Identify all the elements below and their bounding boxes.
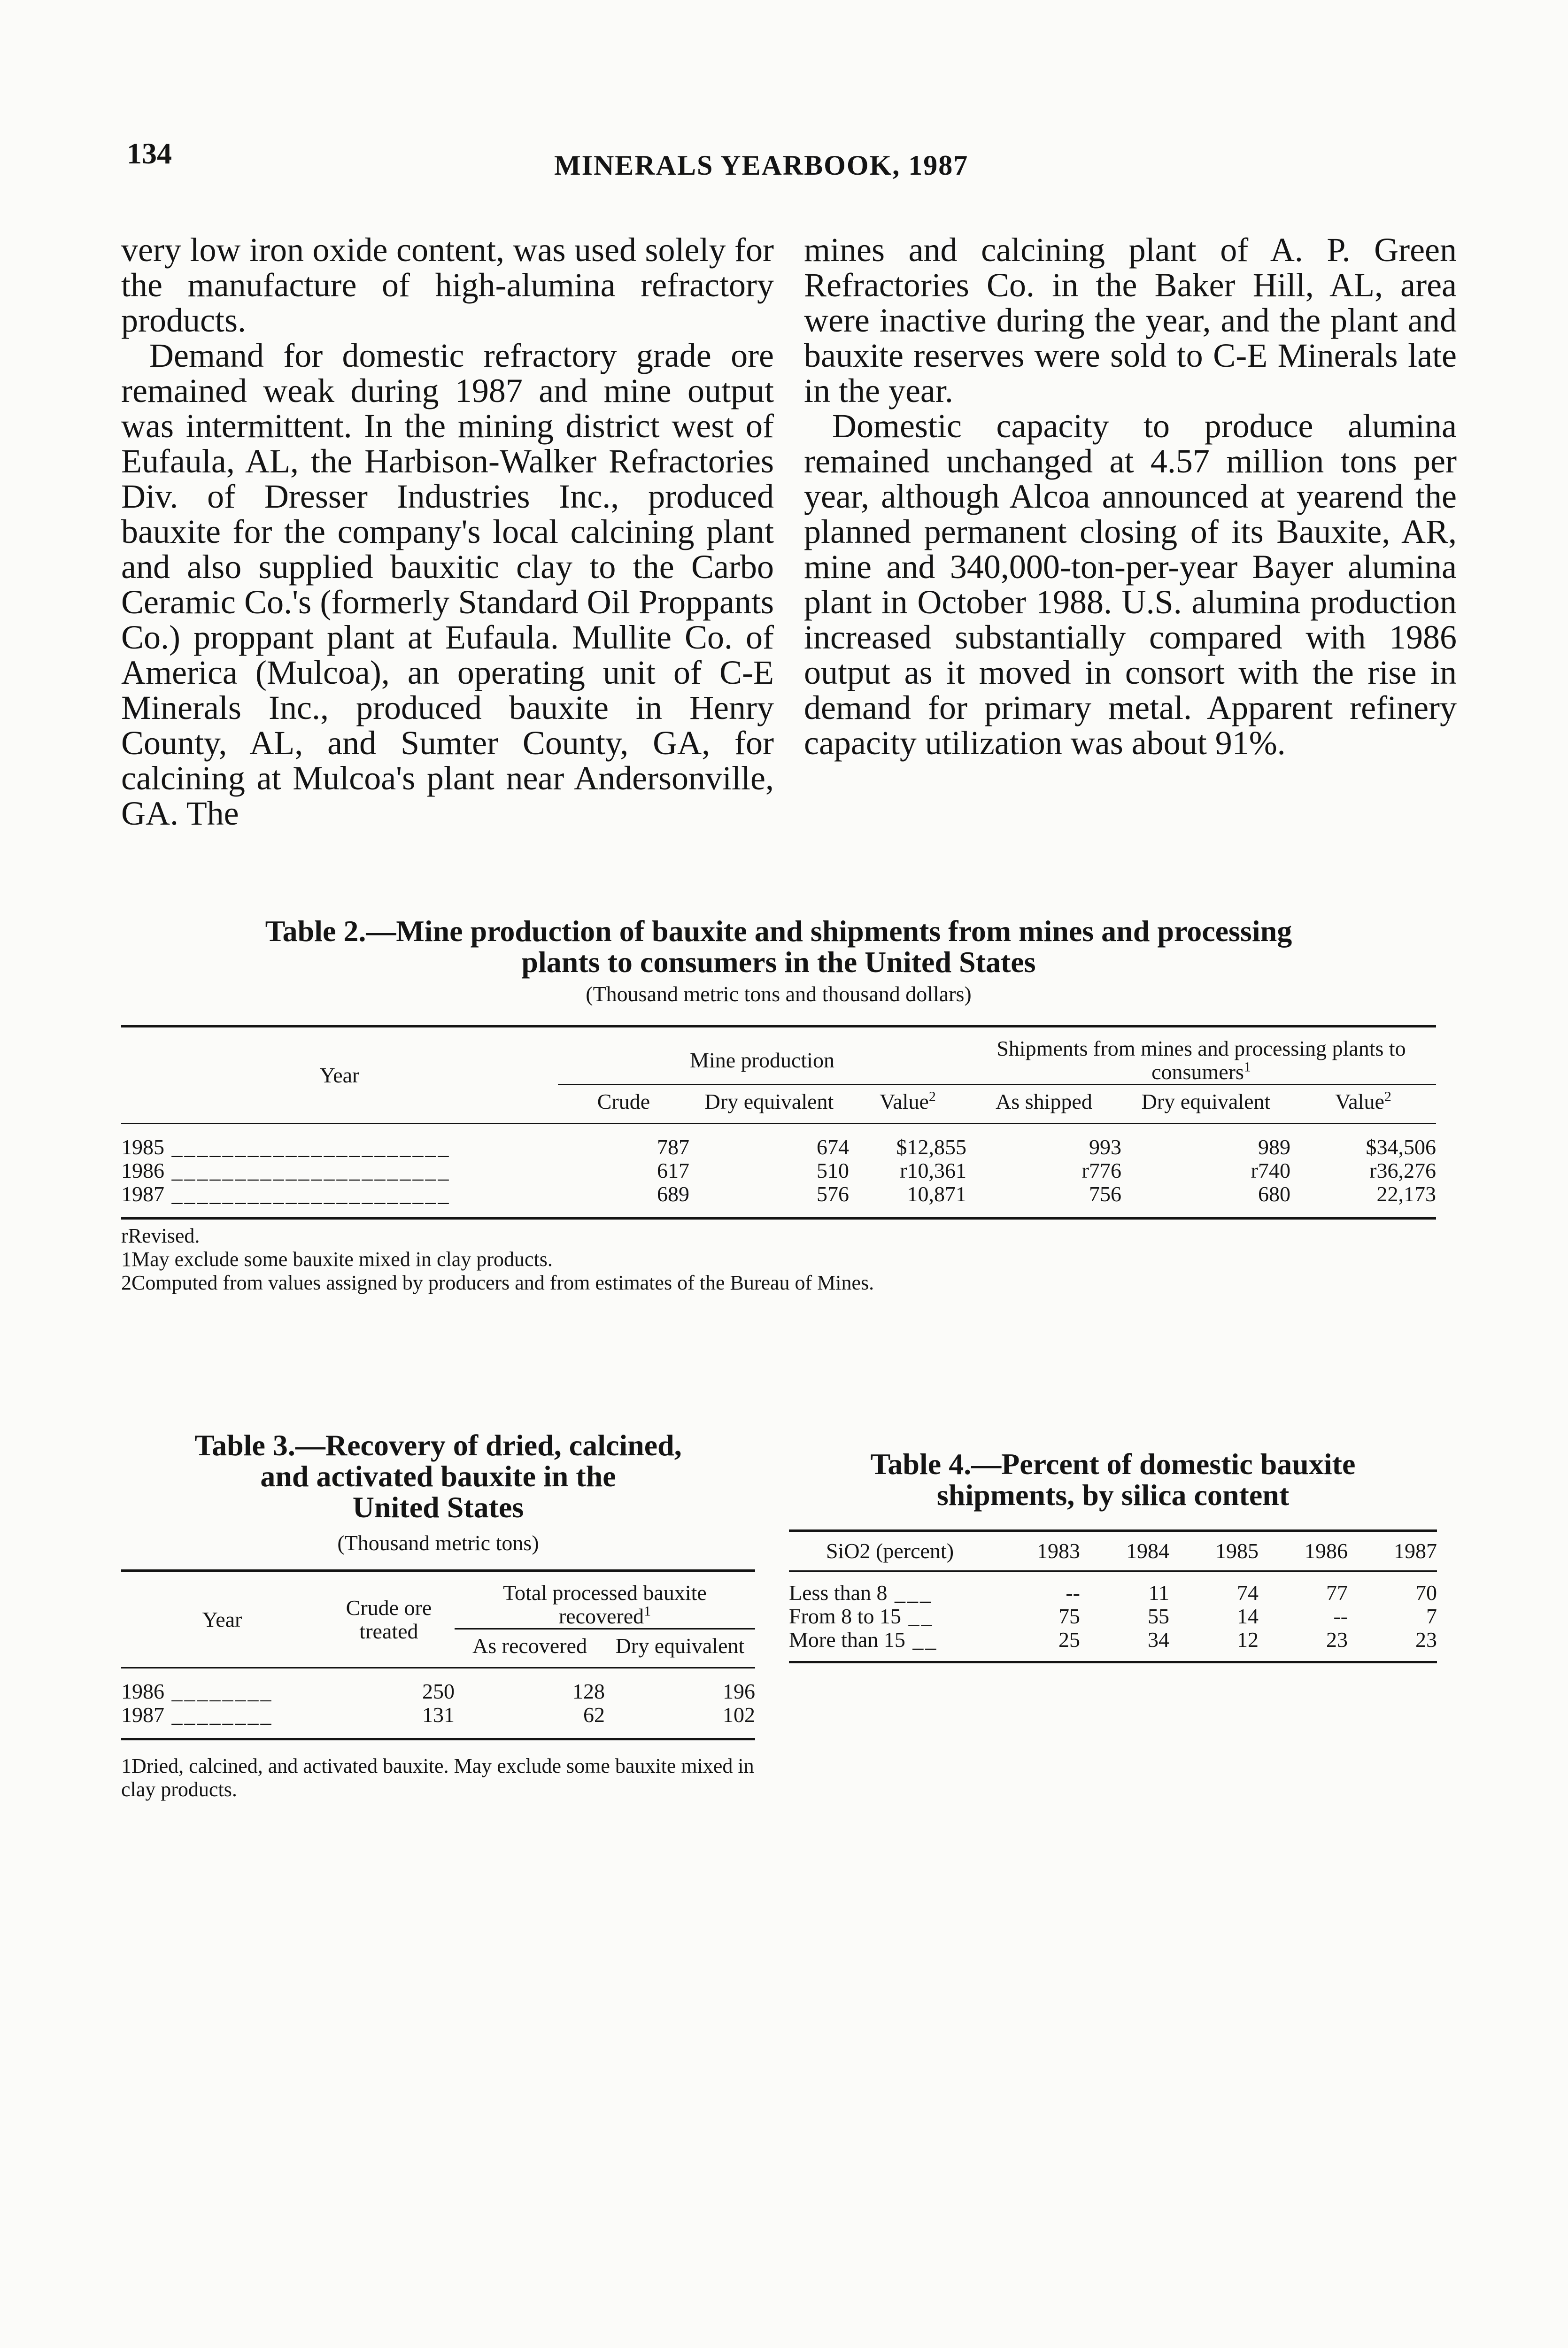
table-2 (121, 916, 1436, 1295)
col-mine-production: Mine production (690, 1048, 834, 1072)
col-year: Year (319, 1063, 360, 1087)
table-3-grid (121, 1569, 755, 1740)
table-4-grid (789, 1529, 1437, 1663)
table-row: From 8 to 15 __ 75 55 14 -- 7 (789, 1604, 1437, 1628)
col-ship-dry-equivalent: Dry equivalent (1121, 1085, 1290, 1124)
col-crude-ore-treated: Crude ore treated (346, 1595, 432, 1643)
table-2-footnotes: rRevised. 1May exclude some bauxite mixed in clay products. 2Computed from values assigned by producers and from estimates of the Bureau of Mines. (121, 1224, 874, 1294)
table-3-subtitle: (Thousand metric tons) (337, 1531, 539, 1555)
table-row: 1985 ______________________ 787 674 $12,855 993 989 $34,506 (121, 1124, 1436, 1159)
paragraph: Domestic capacity to produce alumina remained unchanged at 4.57 million tons per year, although Alcoa announced at yearend the planned permanent closing of its Bauxite, AR, mine and 340,000-ton-per-year Bayer alumina plant in October 1988. U.S. alumina production increased substantially compared with 1986 output as it moved in consort with the rise in demand for primary metal. Apparent refinery capacity utilization was about 91%. (804, 407, 1457, 762)
table-row: 1987 ______________________ 689 576 10,871 756 680 22,173 (121, 1182, 1436, 1206)
col-dry-equivalent: Dry equivalent (605, 1629, 755, 1668)
col-shipments: Shipments from mines and processing plants to consumers$^1$ (996, 1036, 1406, 1084)
col-1984: 1984 (1126, 1539, 1169, 1563)
col-as-recovered: As recovered (455, 1629, 605, 1668)
col-silica: SiO2 (percent) (826, 1539, 954, 1563)
table-row: 1986 ________ 250 128 196 (121, 1668, 755, 1704)
table-2-title: Table 2.—Mine production of bauxite and shipments from mines and processing plants to consumers in the United States (265, 914, 1292, 979)
paragraph: mines and calcining plant of A. P. Green Refractories Co. in the Baker Hill, AL, area were inactive during the year, and the plant and bauxite reserves were sold to C-E Minerals late in the year. (804, 231, 1457, 409)
table-row: 1986 ______________________ 617 510 r10,361 r776 r740 r36,276 (121, 1159, 1436, 1182)
text-column-right (804, 232, 1457, 761)
col-year: Year (202, 1607, 242, 1631)
paragraph: Demand for domestic refractory grade ore remained weak during 1987 and mine output was intermittent. In the mining district west of Eufaula, AL, the Harbison-Walker Refractories Div. of Dresser Industries Inc., produced bauxite for the company's local calcining plant and also supplied bauxitic clay to the Carbo Ceramic Co.'s (formerly Standard Oil Proppants Co.) proppant plant at Eufaula. Mullite Co. of America (Mulcoa), an operating unit of C-E Minerals Inc., produced bauxite in Henry County, AL, and Sumter County, GA, for calcining at Mulcoa's plant near Andersonville, GA. The (121, 337, 774, 832)
table-row: Less than 8 ___ -- 11 74 77 70 (789, 1571, 1437, 1605)
table-3-footnote: 1Dried, calcined, and activated bauxite. May exclude some bauxite mixed in clay products. (121, 1754, 754, 1801)
col-total-processed: Total processed bauxite recovered$^1$ (503, 1581, 707, 1628)
table-row: More than 15 __ 25 34 12 23 23 (789, 1628, 1437, 1652)
running-title: MINERALS YEARBOOK, 1987 (554, 150, 969, 181)
table-4-title: Table 4.—Percent of domestic bauxite shipments, by silica content (870, 1447, 1356, 1512)
table-2-grid (121, 1025, 1436, 1220)
table-3-title: Table 3.—Recovery of dried, calcined, and activated bauxite in the United States (194, 1429, 682, 1524)
col-as-shipped: As shipped (966, 1085, 1121, 1124)
col-1987: 1987 (1394, 1539, 1437, 1563)
table-row: 1987 ________ 131 62 102 (121, 1703, 755, 1727)
col-crude: Crude (558, 1085, 689, 1124)
col-1985: 1985 (1215, 1539, 1259, 1563)
col-1983: 1983 (1037, 1539, 1080, 1563)
col-1986: 1986 (1305, 1539, 1348, 1563)
page-number: 134 (127, 137, 172, 170)
col-value: Value$^2$ (849, 1085, 966, 1124)
table-2-subtitle: (Thousand metric tons and thousand dollars) (586, 982, 972, 1006)
col-ship-value: Value$^2$ (1290, 1085, 1436, 1124)
table-4 (789, 1449, 1437, 1663)
col-dry-equivalent: Dry equivalent (689, 1085, 849, 1124)
text-column-left (121, 232, 774, 831)
paragraph: very low iron oxide content, was used solely for the manufacture of high-alumina refractory products. (121, 231, 774, 339)
table-3 (121, 1430, 755, 1801)
